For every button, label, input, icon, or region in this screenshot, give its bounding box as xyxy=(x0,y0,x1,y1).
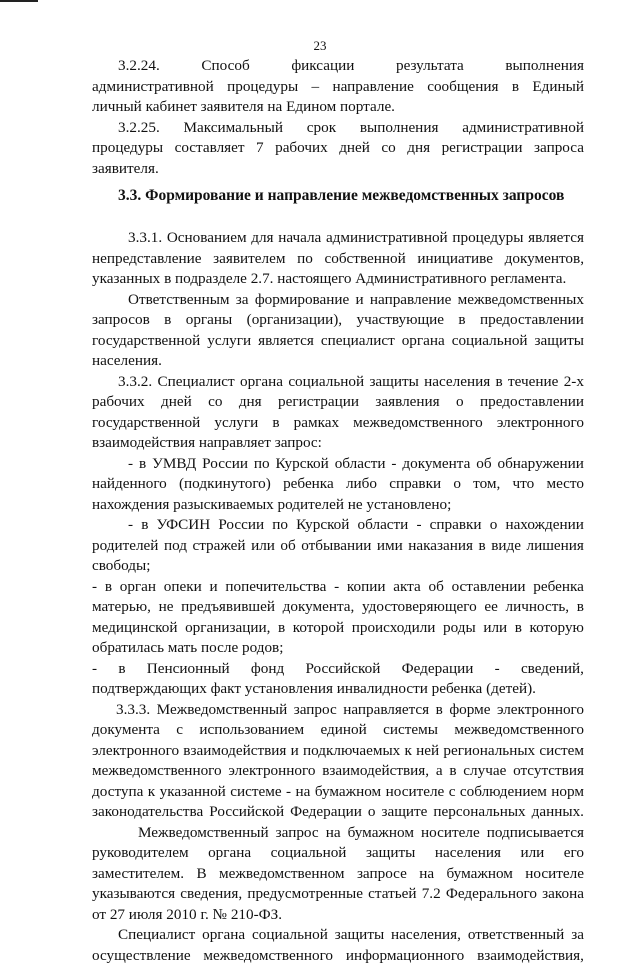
text-line: личный кабинет заявителя на Едином портале. xyxy=(92,97,584,118)
text-line: матерью, не предъявившей документа, удостоверяющего ее личность, в xyxy=(92,597,584,618)
text-line: осуществление межведомственного информационного взаимодействия, xyxy=(92,946,584,966)
text-line: родителей под стражей или об отбывании ими наказания в виде лишения xyxy=(92,536,584,557)
text-line: заместителем. В межведомственном запросе на бумажном носителе xyxy=(92,864,584,885)
text-line: - в Пенсионный фонд Российской Федерации - сведений, xyxy=(92,659,584,680)
text-line: - в УМВД России по Курской области - документа об обнаружении xyxy=(92,454,584,475)
text-line: 3.3.2. Специалист органа социальной защиты населения в течение 2-х xyxy=(92,372,584,393)
text-line: подтверждающих факт установления инвалидности ребенка (детей). xyxy=(92,679,584,700)
text-line: - в УФСИН России по Курской области - справки о нахождении xyxy=(92,515,584,536)
text-line: взаимодействия направляет запрос: xyxy=(92,433,584,454)
text-line: населения. xyxy=(92,351,584,372)
text-line: 3.3.1. Основанием для начала административной процедуры является xyxy=(92,228,584,249)
section-3-3-body xyxy=(92,228,584,966)
text-line: процедуры составляет 7 рабочих дней со дня регистрации запроса xyxy=(92,138,584,159)
text-line: 3.2.25. Максимальный срок выполнения административной xyxy=(92,118,584,139)
section-heading: 3.3. Формирование и направление межведомственных запросов xyxy=(118,187,564,205)
text-line: рабочих дней со дня регистрации заявления о предоставлении xyxy=(92,392,584,413)
text-line: 3.2.24. Способ фиксации результата выполнения xyxy=(92,56,584,77)
text-line: указанных в подразделе 2.7. настоящего Административного регламента. xyxy=(92,269,584,290)
text-line: административной процедуры – направление сообщения в Единый xyxy=(92,77,584,98)
text-line: непредставление заявителем по собственной инициативе документов, xyxy=(92,249,584,270)
text-line: государственной услуги в рамках межведомственного электронного xyxy=(92,413,584,434)
text-line: электронного взаимодействия и подключаемых к ней региональных систем xyxy=(92,741,584,762)
text-line: свободы; xyxy=(92,556,584,577)
text-line: заявителя. xyxy=(92,159,584,180)
text-line: руководителем органа социальной защиты населения или его xyxy=(92,843,584,864)
text-line: доступа к указанной системе - на бумажном носителе с соблюдением норм xyxy=(92,782,584,803)
text-line: запросов в органы (организации), участвующие в предоставлении xyxy=(92,310,584,331)
text-line: обратилась мать после родов; xyxy=(92,638,584,659)
text-line: Специалист органа социальной защиты населения, ответственный за xyxy=(92,925,584,946)
text-line: межведомственного электронного взаимодействия, а в случае отсутствия xyxy=(92,761,584,782)
text-line: найденного (подкинутого) ребенка либо справки о том, что место xyxy=(92,474,584,495)
text-line: нахождения разыскиваемых родителей не установлено; xyxy=(92,495,584,516)
text-line: от 27 июля 2010 г. № 210-ФЗ. xyxy=(92,905,584,926)
text-line: - в орган опеки и попечительства - копии акта об оставлении ребенка xyxy=(92,577,584,598)
text-line: медицинской организации, в которой происходили роды или в которую xyxy=(92,618,584,639)
text-line: указываются сведения, предусмотренные статьей 7.2 Федерального закона xyxy=(92,884,584,905)
text-line: законодательства Российской Федерации о защите персональных данных. xyxy=(92,802,584,823)
section-3-2-end xyxy=(92,56,584,179)
text-line: 3.3.3. Межведомственный запрос направляется в форме электронного xyxy=(92,700,584,721)
text-line: государственной услуги является специалист органа социальной защиты xyxy=(92,331,584,352)
page-number: 23 xyxy=(0,38,640,54)
text-line: документа с использованием единой системы межведомственного xyxy=(92,720,584,741)
text-line: Ответственным за формирование и направление межведомственных xyxy=(92,290,584,311)
text-line: Межведомственный запрос на бумажном носителе подписывается xyxy=(92,823,584,844)
